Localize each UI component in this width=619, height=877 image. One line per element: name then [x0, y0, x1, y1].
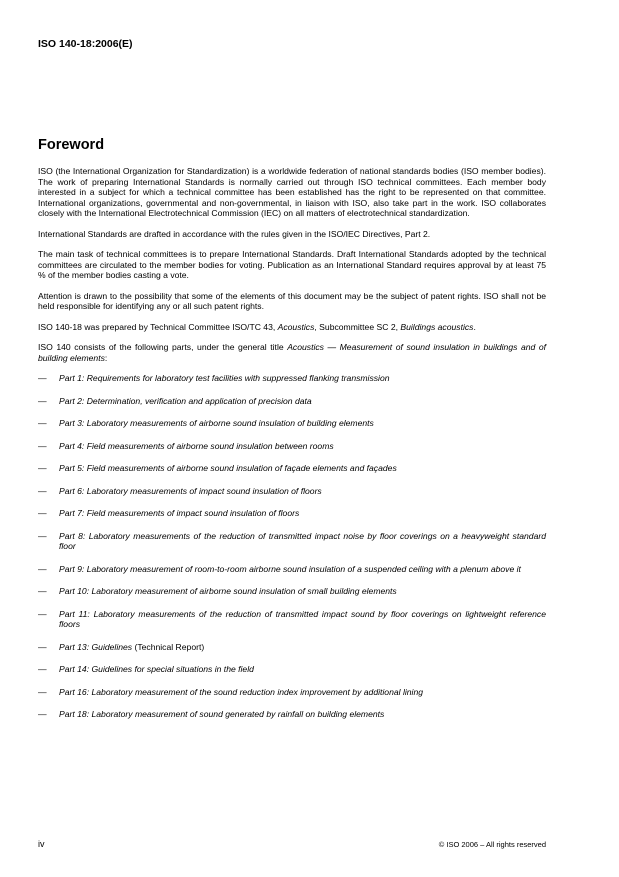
list-dash: — — [38, 418, 47, 428]
paragraph-iso-intro: ISO (the International Organization for Standardization) is a worldwide federation of national standards bodies (ISO member bodies). The work of preparing International Standards is normally carried out through ISO technical committees. Each member body interested in a subject for which a technical committee has been established has the right to be represented on that committee. International organizations, governmental and non-governmental, in liaison with ISO, also take part in the work. ISO collaborates closely with the International Electrotechnical Commission (IEC) on all matters of electrotechnical standardization. — [38, 166, 546, 218]
list-item-text: Part 2: Determination, verification and application of precision data — [59, 395, 312, 406]
list-item-text: Part 3: Laboratory measurements of airborne sound insulation of building elements — [59, 418, 374, 428]
list-item-text: Part 9: Laboratory measurement of room-to-room airborne sound insulation of a suspended ceiling with a plenum above it — [59, 563, 521, 574]
prepared-by-committee-name: Acoustics — [277, 321, 315, 332]
list-item — [38, 609, 546, 630]
list-item-text: Part 18: Laboratory measurement of sound generated by rainfall on building elements — [59, 709, 385, 719]
list-item-text: Part 1: Requirements for laboratory test facilities with suppressed flanking transmission — [59, 373, 390, 383]
paragraph-committees: The main task of technical committees is to prepare International Standards. Draft International Standards adopted by the technical committees are circulated to the member bodies for voting. Publication as an International Standard requires approval by at least 75 % of the member bodies casting a vote. — [38, 249, 546, 280]
list-dash: — — [38, 395, 47, 406]
paragraph-patent: Attention is drawn to the possibility that some of the elements of this document may be the subject of patent rights. ISO shall not be held responsible for identifying any or all such patent rights. — [38, 290, 546, 311]
list-dash: — — [38, 586, 47, 596]
list-item-text: Part 14: Guidelines for special situations in the field — [59, 664, 254, 674]
list-item-text: Part 4: Field measurements of airborne sound insulation between rooms — [59, 440, 334, 451]
list-dash: — — [38, 608, 47, 619]
list-item — [38, 396, 546, 407]
list-dash: — — [38, 508, 47, 518]
list-item — [38, 564, 546, 575]
list-dash: — — [38, 709, 47, 719]
list-item-text: Part 16: Laboratory measurement of the sound reduction index improvement by additional lining — [59, 686, 424, 697]
list-item — [38, 586, 546, 597]
list-item — [38, 418, 546, 429]
list-item — [38, 373, 546, 384]
prepared-by-text-e: . — [473, 321, 476, 332]
parts-list — [38, 373, 546, 720]
list-item-text: Part 13: Guidelines — [59, 641, 133, 652]
paragraph-parts-intro — [38, 342, 546, 363]
parts-intro-text-a: ISO 140 consists of the following parts, under the general title — [38, 342, 288, 352]
list-dash: — — [38, 440, 47, 451]
parts-intro-text-c: : — [104, 352, 108, 363]
list-item-text: Part 7: Field measurements of impact sound insulation of floors — [59, 508, 300, 518]
foreword-body — [38, 166, 546, 732]
list-dash: — — [38, 485, 47, 496]
list-item-suffix: (Technical Report) — [132, 641, 205, 652]
list-item — [38, 531, 546, 552]
document-id-header: ISO 140-18:2006(E) — [38, 38, 133, 50]
page-title: Foreword — [38, 137, 105, 153]
list-item — [38, 642, 546, 653]
list-item — [38, 441, 546, 452]
prepared-by-text-a: ISO 140-18 was prepared by Technical Committee ISO/TC 43, — [38, 321, 278, 332]
list-dash: — — [38, 664, 47, 674]
list-item — [38, 687, 546, 698]
list-item-text: Part 10: Laboratory measurement of airborne sound insulation of small building elements — [59, 586, 397, 596]
paragraph-prepared-by — [38, 322, 546, 333]
paragraph-directives: International Standards are drafted in accordance with the rules given in the ISO/IEC Directives, Part 2. — [38, 228, 431, 239]
list-dash: — — [38, 463, 47, 473]
copyright-notice: © ISO 2006 – All rights reserved — [438, 840, 546, 849]
list-item — [38, 508, 546, 519]
prepared-by-text-c: , Subcommittee SC 2, — [314, 321, 401, 332]
list-item — [38, 709, 546, 720]
list-item-text: Part 11: Laboratory measurements of the reduction of transmitted impact sound by floor coverings on lightweight reference floors — [59, 608, 546, 629]
list-item — [38, 486, 546, 497]
prepared-by-subcommittee-name: Buildings acoustics — [400, 321, 474, 332]
list-dash: — — [38, 373, 47, 383]
list-dash: — — [38, 563, 47, 574]
page-number: iv — [38, 839, 45, 849]
list-item-text: Part 8: Laboratory measurements of the reduction of transmitted impact noise by floor coverings on a heavyweight standard floor — [59, 530, 546, 551]
list-dash: — — [38, 686, 47, 697]
list-item — [38, 664, 546, 675]
list-item — [38, 463, 546, 474]
list-item-text: Part 5: Field measurements of airborne sound insulation of façade elements and façades — [59, 463, 397, 473]
list-item-text: Part 6: Laboratory measurements of impact sound insulation of floors — [59, 485, 322, 496]
list-dash: — — [38, 641, 47, 652]
list-dash: — — [38, 530, 47, 541]
parts-intro-general-title: Acoustics — Measurement of sound insulation in buildings and of building elements — [38, 342, 546, 363]
